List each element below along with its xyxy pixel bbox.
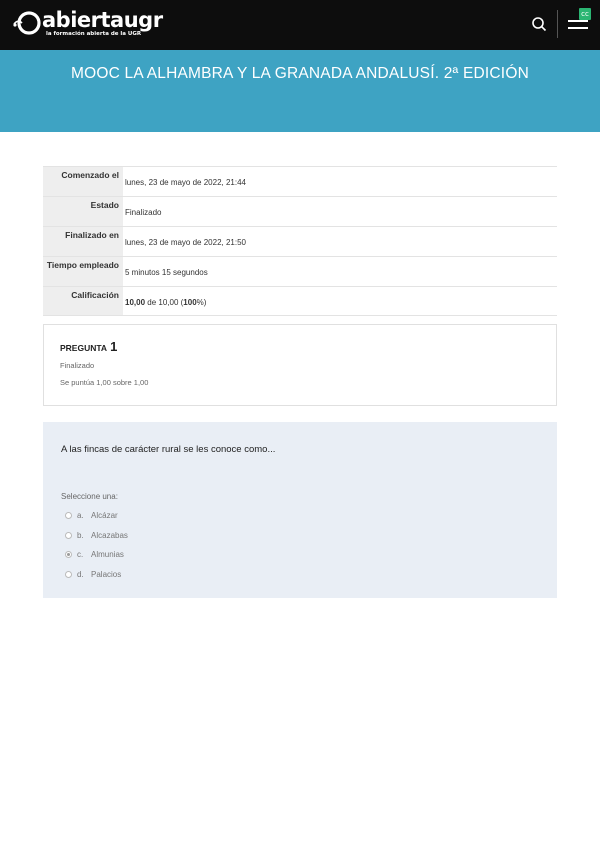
grade-percent-suffix: %): [196, 298, 207, 307]
summary-row: [43, 256, 557, 286]
summary-label: Finalizado en: [43, 227, 123, 256]
logo-text: abiertaugr: [42, 8, 163, 32]
answer-text: Almunias: [91, 550, 124, 560]
radio-button[interactable]: [65, 512, 72, 519]
question-state: Finalizado: [60, 361, 95, 370]
summary-value: lunes, 23 de mayo de 2022, 21:50: [125, 238, 246, 247]
summary-label: Estado: [43, 197, 123, 226]
summary-row: [43, 226, 557, 256]
radio-button-checked[interactable]: [65, 551, 72, 558]
site-logo[interactable]: [12, 8, 163, 40]
radio-button[interactable]: [65, 532, 72, 539]
question-label: PREGUNTA: [60, 343, 108, 353]
answer-option[interactable]: [65, 545, 128, 565]
answer-text: Palacios: [91, 569, 122, 579]
search-icon: [531, 16, 547, 32]
grade-percent: 100: [183, 298, 197, 307]
answer-letter: c.: [77, 550, 84, 560]
summary-label: Comenzado el: [43, 167, 123, 196]
course-banner: [0, 50, 600, 132]
summary-value: Finalizado: [125, 208, 162, 217]
grade-value: [123, 287, 557, 315]
answer-option[interactable]: [65, 526, 128, 546]
answer-letter: a.: [77, 511, 84, 521]
question-content: [43, 422, 557, 598]
answer-text: Alcazabas: [91, 530, 128, 540]
summary-value: 5 minutos 15 segundos: [125, 268, 208, 277]
logo-mark-icon: [12, 10, 42, 36]
course-title: MOOC LA ALHAMBRA Y LA GRANADA ANDALUSÍ. 2ª EDICIÓN: [71, 65, 529, 82]
menu-icon: [568, 20, 588, 22]
summary-value: lunes, 23 de mayo de 2022, 21:44: [125, 178, 246, 187]
grade-max: de 10,00 (: [147, 298, 184, 307]
radio-button[interactable]: [65, 571, 72, 578]
answer-prompt: Seleccione una:: [61, 492, 118, 501]
summary-row: [43, 196, 557, 226]
summary-label: Tiempo empleado: [43, 257, 123, 286]
nav-divider: [557, 10, 558, 38]
notification-badge[interactable]: cc: [579, 8, 591, 20]
logo-tagline: la formación abierta de la UGR: [46, 31, 142, 37]
question-text: A las fincas de carácter rural se les conoce como...: [61, 444, 276, 455]
answer-letter: b.: [77, 530, 84, 540]
question-number: [60, 339, 117, 354]
question-grade: Se puntúa 1,00 sobre 1,00: [60, 378, 149, 387]
summary-row: [43, 286, 557, 316]
question-info-box: [43, 324, 557, 406]
answer-list: [65, 506, 128, 584]
search-button[interactable]: [528, 13, 550, 35]
summary-row: [43, 166, 557, 196]
top-navbar: [0, 0, 600, 50]
attempt-summary-table: [43, 166, 557, 316]
answer-option[interactable]: [65, 565, 128, 585]
summary-label: Calificación: [43, 287, 123, 315]
grade-score: 10,00: [125, 298, 146, 307]
question-num: 1: [110, 339, 118, 354]
menu-icon-line: [568, 27, 588, 29]
answer-text: Alcázar: [91, 511, 118, 521]
answer-letter: d.: [77, 569, 84, 579]
answer-option[interactable]: [65, 506, 128, 526]
